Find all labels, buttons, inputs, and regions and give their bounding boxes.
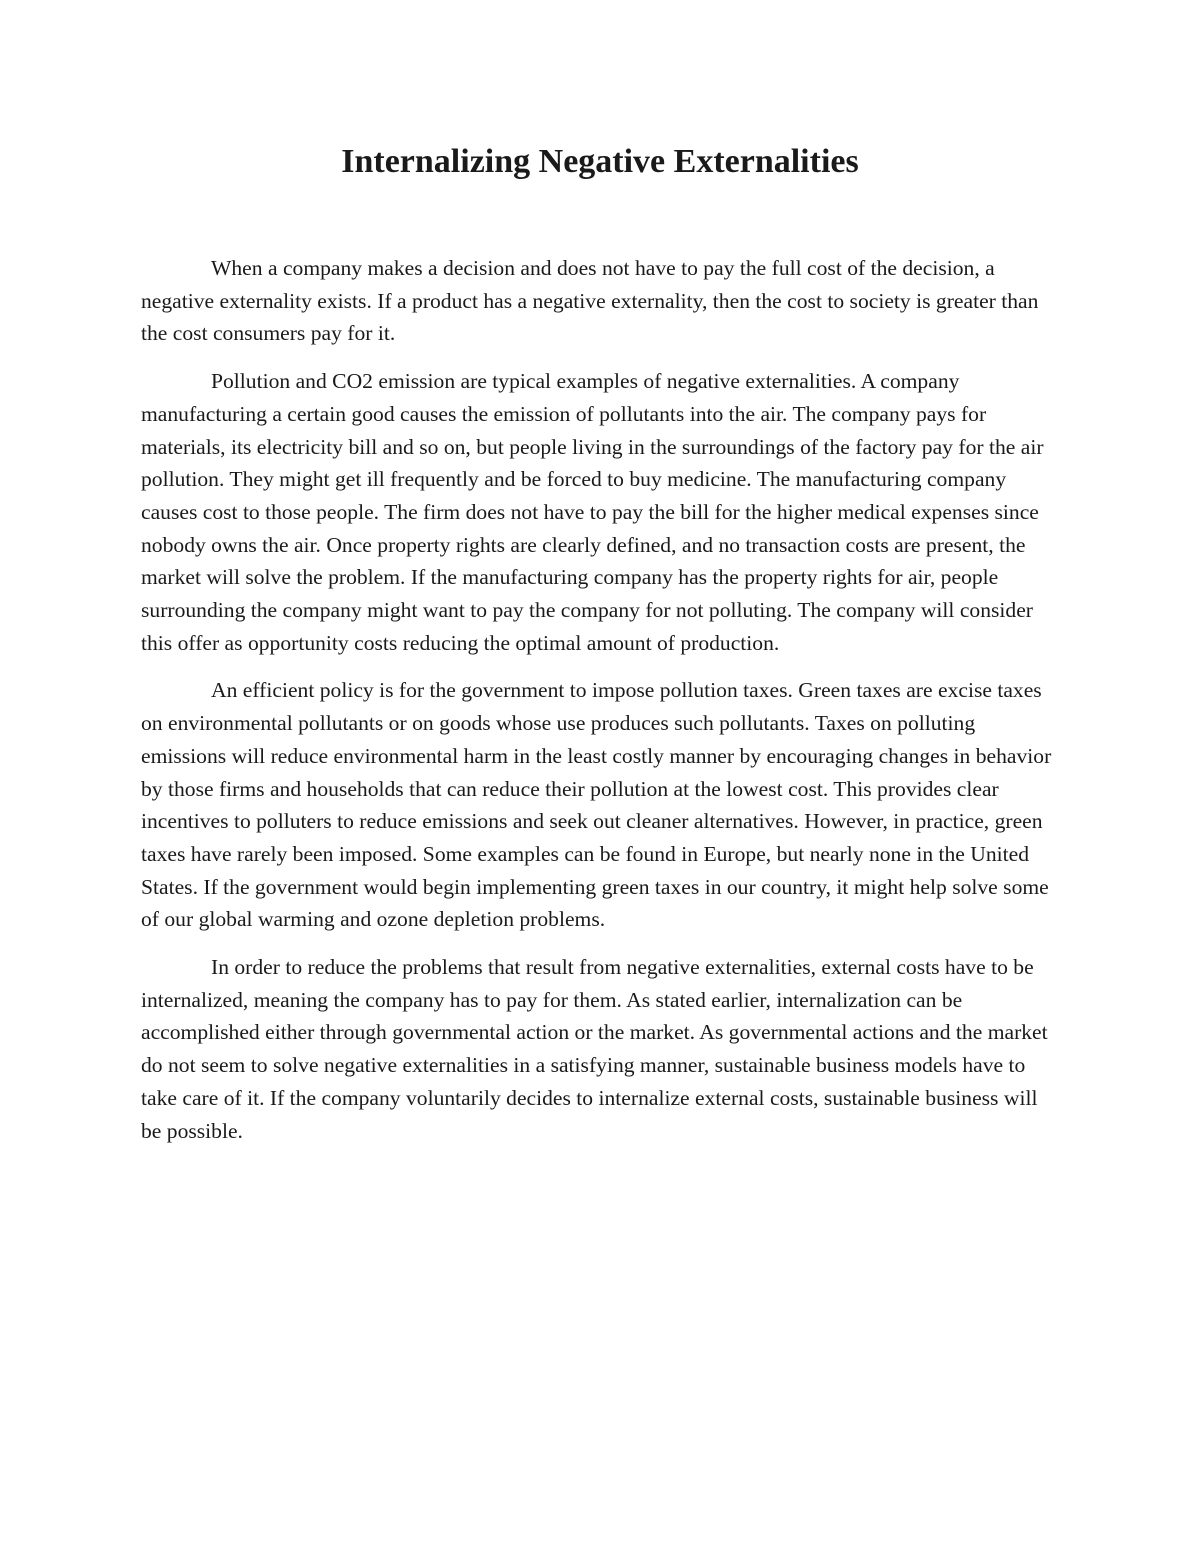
document-body	[141, 252, 1061, 1162]
paragraph-3: An efficient policy is for the government to impose pollution taxes. Green taxes are excise taxes on environmental pollutants or on goods whose use produces such pollutants. Taxes on polluting emissions will reduce environmental harm in the least costly manner by encouraging changes in behavior by those firms and households that can reduce their pollution at the lowest cost. This provides clear incentives to polluters to reduce emissions and seek out cleaner alternatives. However, in practice, green taxes have rarely been imposed. Some examples can be found in Europe, but nearly none in the United States. If the government would begin implementing green taxes in our country, it might help solve some of our global warming and ozone depletion problems.	[141, 678, 1052, 932]
paragraph-2: Pollution and CO2 emission are typical examples of negative externalities. A company manufacturing a certain good causes the emission of pollutants into the air. The company pays for materials, its electricity bill and so on, but people living in the surroundings of the factory pay for the air pollution. They might get ill frequently and be forced to buy medicine. The manufacturing company causes cost to those people. The firm does not have to pay the bill for the higher medical expenses since nobody owns the air. Once property rights are clearly defined, and no transaction costs are present, the market will solve the problem. If the manufacturing company has the property rights for air, people surrounding the company might want to pay the company for not polluting. The company will consider this offer as opportunity costs reducing the optimal amount of production.	[141, 369, 1044, 655]
paragraph-1: When a company makes a decision and does not have to pay the full cost of the decision, a negative externality exists. If a product has a negative externality, then the cost to society is greater than the cost consumers pay for it.	[141, 256, 1039, 346]
document-title: Internalizing Negative Externalities	[341, 143, 859, 180]
paragraph-4: In order to reduce the problems that result from negative externalities, external costs have to be internalized, meaning the company has to pay for them. As stated earlier, internalization can be accomplished either through governmental action or the market. As governmental actions and the market do not seem to solve negative externalities in a satisfying manner, sustainable business models have to take care of it. If the company voluntarily decides to internalize external costs, sustainable business will be possible.	[141, 955, 1048, 1143]
